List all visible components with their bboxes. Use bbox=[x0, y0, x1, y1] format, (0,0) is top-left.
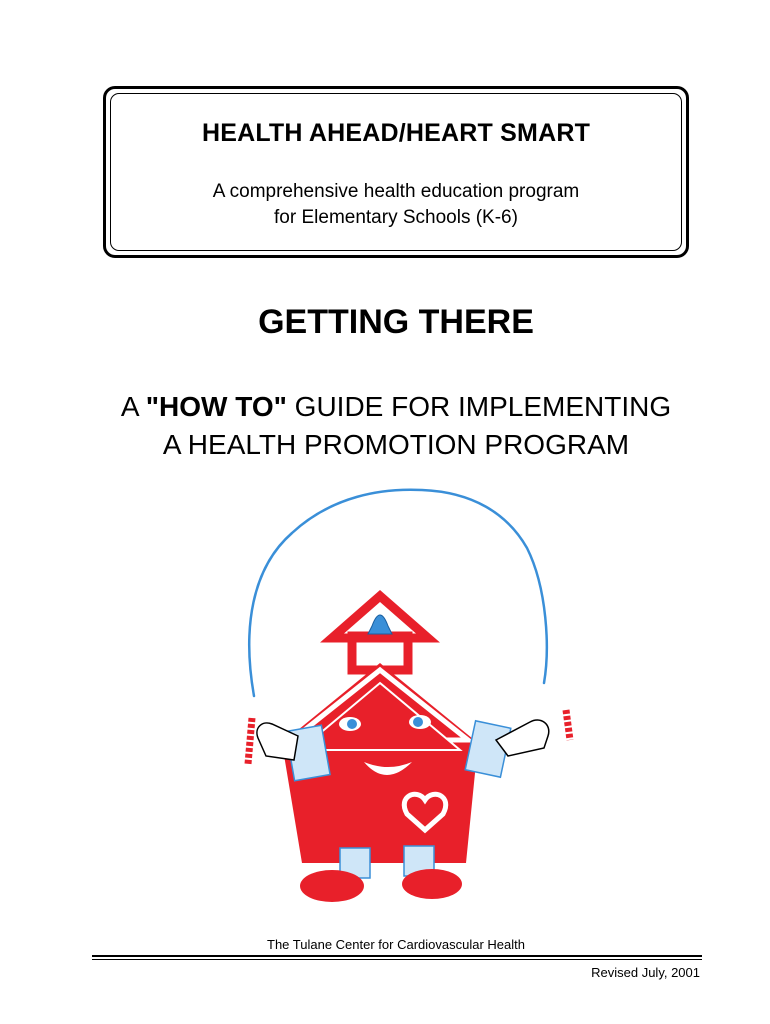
footer-organization: The Tulane Center for Cardiovascular Health bbox=[267, 937, 525, 952]
program-description bbox=[106, 179, 686, 231]
subtitle-emphasis: "HOW TO" bbox=[145, 391, 287, 422]
schoolhouse-mascot-illustration bbox=[232, 478, 582, 908]
right-arm-icon bbox=[465, 720, 549, 777]
shoes-icon bbox=[300, 869, 462, 902]
main-title: GETTING THERE bbox=[258, 303, 534, 341]
subtitle-line-1 bbox=[0, 388, 770, 426]
footer-divider bbox=[92, 955, 702, 957]
footer-divider-thin bbox=[92, 959, 702, 960]
jump-rope-icon bbox=[249, 490, 547, 696]
program-title: HEALTH AHEAD/HEART SMART bbox=[201, 119, 591, 147]
right-rope-handle-icon bbox=[566, 710, 570, 740]
subtitle bbox=[0, 388, 770, 464]
subtitle-line-2: A HEALTH PROMOTION PROGRAM bbox=[162, 429, 630, 460]
program-description-line-1: A comprehensive health education program bbox=[212, 181, 580, 202]
bell-tower-icon bbox=[332, 596, 428, 670]
subtitle-prefix: A bbox=[120, 391, 146, 422]
revised-date: Revised July, 2001 bbox=[591, 965, 700, 980]
program-header-box bbox=[103, 86, 689, 258]
bell-icon bbox=[368, 615, 392, 634]
left-arm-icon bbox=[257, 723, 330, 781]
program-description-line-2: for Elementary Schools (K-6) bbox=[274, 207, 518, 228]
subtitle-line-1-rest: GUIDE FOR IMPLEMENTING bbox=[286, 391, 672, 422]
left-rope-handle-icon bbox=[248, 718, 252, 764]
